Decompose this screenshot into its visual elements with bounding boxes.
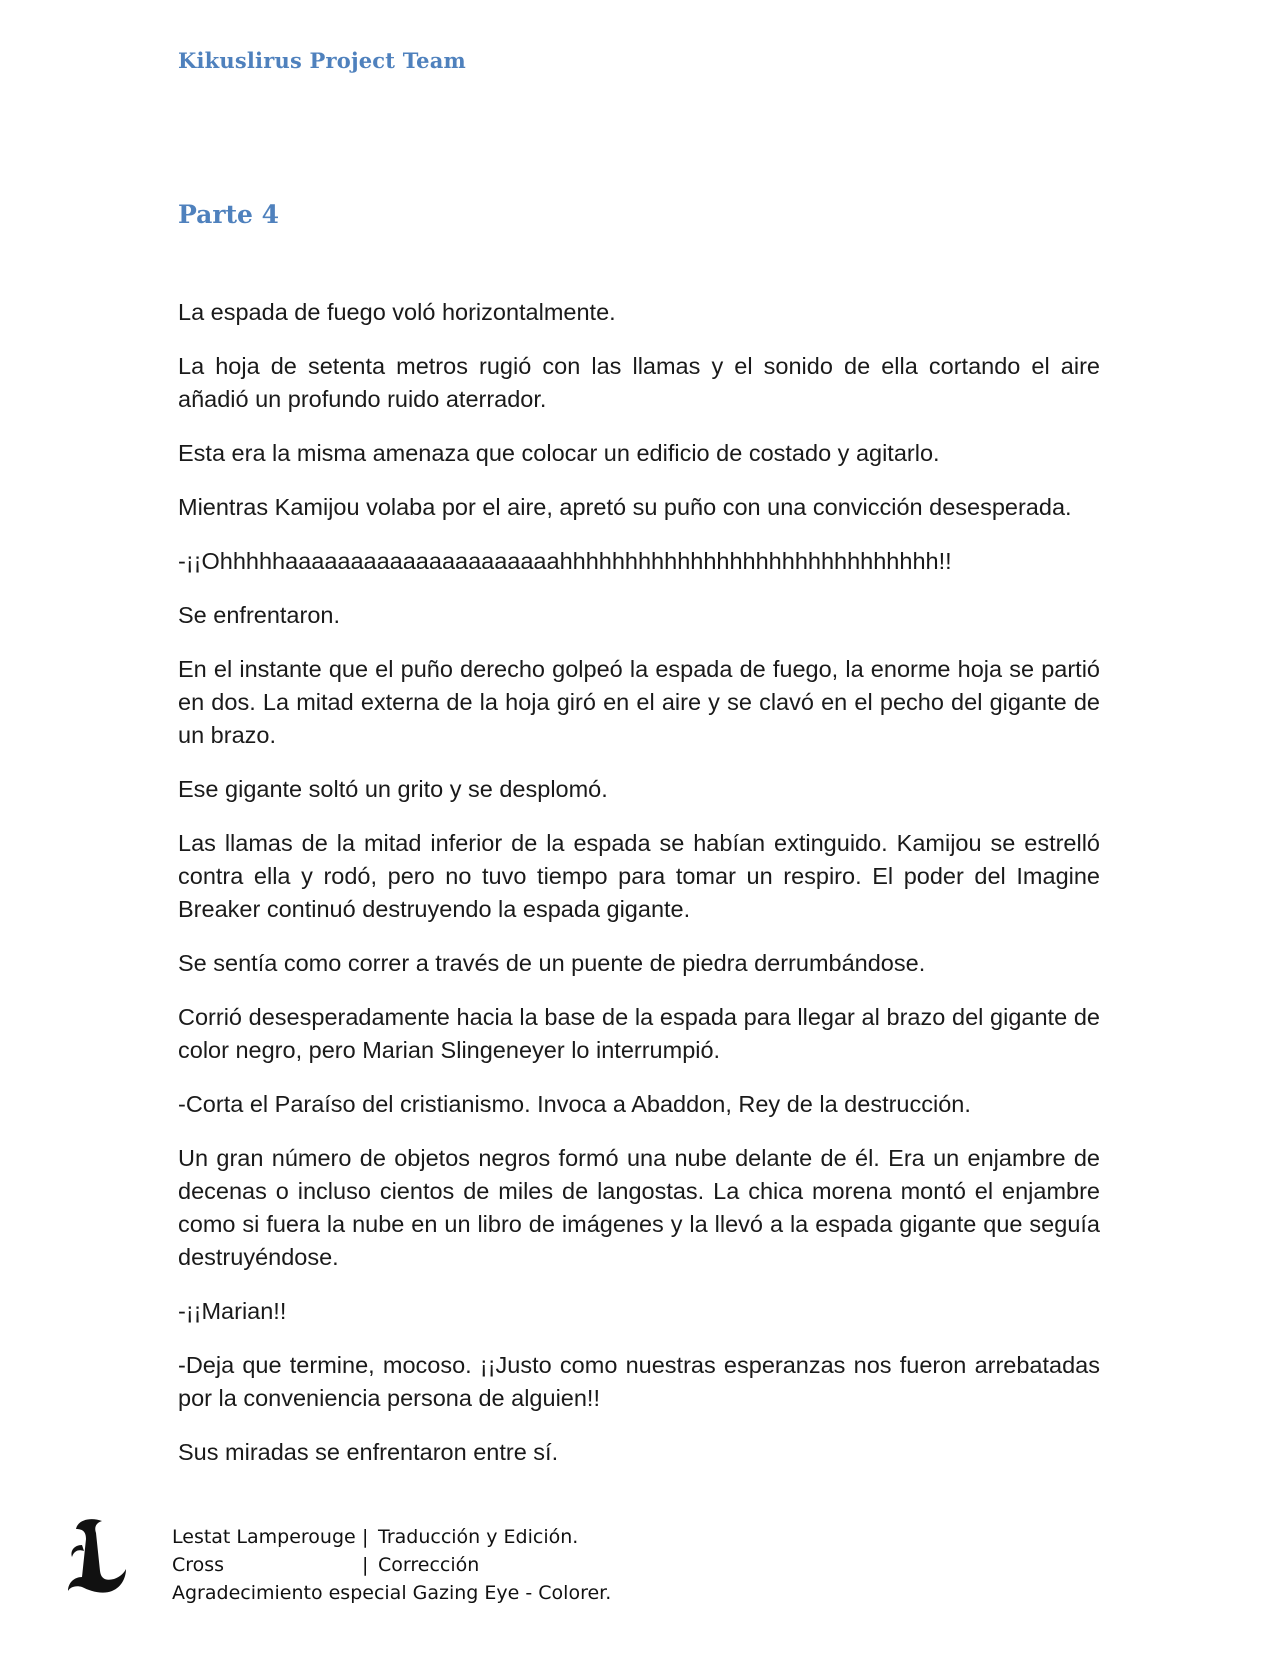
paragraph: Corrió desesperadamente hacia la base de la espada para llegar al brazo del gigante de color negro, pero Marian Slingeneyer lo interrumpió. (178, 1004, 1100, 1063)
special-thanks: Agradecimiento especial Gazing Eye - Colorer. (172, 1582, 612, 1604)
body-text (178, 296, 1100, 1490)
paragraph: Ese gigante soltó un grito y se desplomó. (178, 776, 608, 802)
paragraph: -Corta el Paraíso del cristianismo. Invoca a Abaddon, Rey de la destrucción. (178, 1091, 971, 1117)
paragraph: Sus miradas se enfrentaron entre sí. (178, 1439, 559, 1465)
section-heading: Parte 4 (178, 200, 280, 229)
paragraph: -¡¡Marian!! (178, 1298, 287, 1324)
credit-separator: | (362, 1554, 369, 1576)
paragraph: Mientras Kamijou volaba por el aire, apretó su puño con una convicción desesperada. (178, 494, 1072, 520)
paragraph: Las llamas de la mitad inferior de la espada se habían extinguido. Kamijou se estrelló contra ella y rodó, pero no tuvo tiempo para tomar un respiro. El poder del Imagine Breaker continuó destruyendo la espada gigante. (178, 830, 1100, 922)
paragraph: Un gran número de objetos negros formó una nube delante de él. Era un enjambre de decenas o incluso cientos de miles de langostas. La chica morena montó el enjambre como si fuera la nube en un libro de imágenes y la llevó a la espada gigante que seguía destruyéndose. (178, 1145, 1100, 1270)
credit-separator: | (362, 1526, 369, 1548)
credit-name: Cross (172, 1554, 225, 1576)
paragraph: -¡¡Ohhhhhaaaaaaaaaaaaaaaaaaaaahhhhhhhhhhhhhhhhhhhhhhhhhhhhh!! (178, 548, 952, 574)
credit-role: Traducción y Edición. (378, 1526, 579, 1548)
credit-role: Corrección (378, 1554, 480, 1576)
paragraph: En el instante que el puño derecho golpeó la espada de fuego, la enorme hoja se partió en dos. La mitad externa de la hoja giró en el aire y se clavó en el pecho del gigante de un brazo. (178, 656, 1100, 748)
header-title: Kikuslirus Project Team (178, 48, 466, 73)
paragraph: Se sentía como correr a través de un puente de piedra derrumbándose. (178, 950, 926, 976)
credit-line (172, 1523, 611, 1551)
credit-line (172, 1551, 611, 1579)
paragraph: La espada de fuego voló horizontalmente. (178, 299, 616, 325)
paragraph: Se enfrentaron. (178, 602, 340, 628)
gothic-letter-l-icon (66, 1515, 128, 1595)
paragraph: -Deja que termine, mocoso. ¡¡Justo como nuestras esperanzas nos fueron arrebatadas por la conveniencia persona de alguien!! (178, 1352, 1100, 1411)
credit-name: Lestat Lamperouge (172, 1526, 356, 1548)
paragraph: Esta era la misma amenaza que colocar un edificio de costado y agitarlo. (178, 440, 940, 466)
paragraph: La hoja de setenta metros rugió con las llamas y el sonido de ella cortando el aire añadió un profundo ruido aterrador. (178, 353, 1100, 412)
